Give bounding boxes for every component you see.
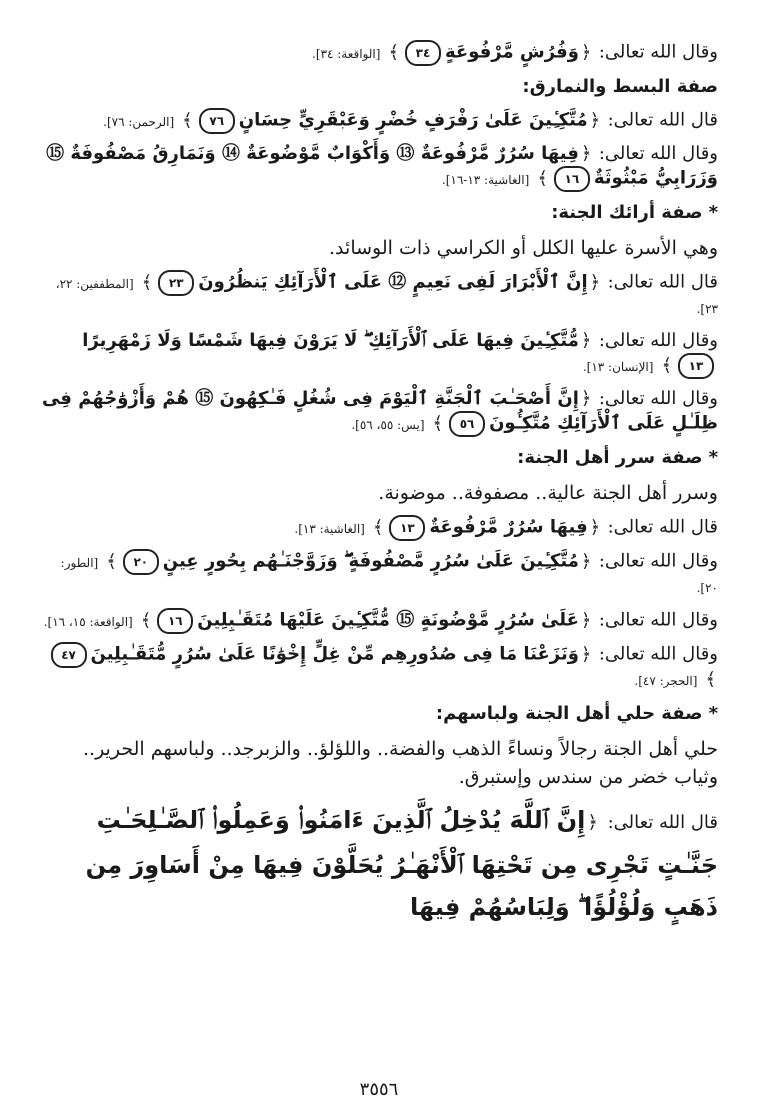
ornate-bracket-open: ﴿: [580, 550, 592, 572]
heading-text: صفة البسط والنمارق:: [522, 76, 718, 97]
quran-verse: مُتَّكِـِٔينَ عَلَىٰ سُرُرٍ مَّصْفُوفَةٍ ۖ وَزَوَّجْنَـٰهُم بِحُورٍ عِينٍ: [162, 550, 579, 572]
verse-line: [40, 549, 718, 600]
section-heading: [40, 200, 718, 226]
ornate-bracket-close: ﴾: [141, 271, 153, 293]
ayah-number-badge: ١٣: [678, 353, 714, 379]
ornate-bracket-close: ﴾: [705, 669, 716, 690]
surah-reference: [الإنسان: ١٣].: [582, 359, 654, 374]
ornate-bracket-close: ﴾: [432, 412, 444, 434]
verse-intro: وقال الله تعالى:: [598, 550, 718, 572]
surah-reference: [المطففين: ٢٢، ٢٣].: [55, 276, 718, 316]
ornate-bracket-close: ﴾: [182, 109, 193, 131]
ayah-number-badge: ٥٦: [449, 411, 485, 437]
quran-verse: إِنَّ ٱلْأَبْرَارَ لَفِى نَعِيمٍ ⑫ عَلَى ٱلْأَرَآئِكِ يَنظُرُونَ: [198, 271, 588, 293]
quran-verse: مُتَّكِـِٔينَ عَلَىٰ رَفْرَفٍ خُضْرٍ وَعَبْقَرِيٍّ حِسَانٍ: [238, 109, 588, 131]
surah-reference: [يس: ٥٥، ٥٦].: [351, 417, 425, 432]
verse-intro: وقال الله تعالى:: [598, 609, 718, 631]
ornate-bracket-open: ﴿: [580, 388, 592, 409]
book-page: [40, 40, 718, 1048]
ornate-bracket-open: ﴿: [589, 516, 601, 538]
verse-intro: قال الله تعالى:: [607, 109, 718, 131]
ayah-number-badge: ٣٤: [405, 40, 441, 66]
ayah-number-badge: ١٦: [157, 608, 193, 634]
verse-line: [40, 40, 718, 66]
page-number: ٣٥٥٦: [359, 1079, 399, 1100]
ornate-bracket-open: ﴿: [580, 330, 592, 351]
verse-line: [40, 642, 718, 693]
quran-verse: وَنَزَعْنَا مَا فِى صُدُورِهِم مِّنْ غِلٍّ إِخْوَٰنًا عَلَىٰ سُرُرٍ مُّتَقَـٰبِلِينَ: [90, 643, 579, 665]
ayah-number-badge: ١٦: [554, 166, 590, 192]
ornate-bracket-close: ﴾: [140, 609, 152, 631]
ornate-bracket-open: ﴿: [589, 109, 601, 131]
verse-intro: وقال الله تعالى:: [598, 643, 718, 665]
surah-reference: [الغاشية: ١٣].: [294, 521, 365, 536]
section-heading: [40, 74, 718, 100]
verse-line: [40, 515, 718, 541]
ornate-bracket-close: ﴾: [388, 41, 399, 63]
verse-line: [40, 387, 718, 437]
verse-intro: قال الله تعالى:: [607, 271, 718, 293]
section-heading: [40, 701, 718, 727]
quran-verse: مُّتَّكِـِٔينَ فِيهَا عَلَى ٱلْأَرَآئِكِ ۖ لَا يَرَوْنَ فِيهَا شَمْسًا وَلَا زَمْهَرِيرًا: [82, 330, 579, 351]
verse-intro: وقال الله تعالى:: [598, 41, 718, 63]
heading-text: صفة سرر أهل الجنة:: [517, 447, 703, 468]
ornate-bracket-close: ﴾: [372, 516, 384, 538]
ornate-bracket-open: ﴿: [580, 609, 592, 631]
heading-star: *: [708, 447, 718, 468]
verse-line: [40, 799, 718, 928]
surah-reference: [الواقعة: ١٥، ١٦].: [43, 614, 133, 629]
ayah-number-badge: ٢٠: [123, 549, 159, 575]
surah-reference: [الرحمن: ٧٦].: [103, 114, 175, 129]
surah-reference: [الغاشية: ١٣-١٦].: [441, 172, 530, 187]
ayah-number-badge: ٧٦: [199, 108, 235, 134]
heading-star: *: [708, 703, 718, 724]
verse-line: [40, 608, 718, 634]
verse-line: [40, 108, 718, 134]
paragraph: وهي الأسرة عليها الكلل أو الكراسي ذات الوسائد.: [329, 237, 718, 259]
ayah-number-badge: ٢٣: [158, 270, 194, 296]
verse-line: [40, 270, 718, 321]
section-heading: [40, 445, 718, 471]
ornate-bracket-close: ﴾: [537, 167, 548, 189]
verse-intro: وقال الله تعالى:: [598, 143, 718, 164]
ornate-bracket-close: ﴾: [661, 354, 672, 376]
surah-reference: [الحجر: ٤٧].: [634, 674, 698, 688]
verse-line: [40, 329, 718, 379]
ornate-bracket-close: ﴾: [106, 550, 117, 572]
verse-line: [40, 142, 718, 192]
quran-verse: إِنَّ ٱللَّهَ يُدْخِلُ ٱلَّذِينَ ءَامَنُوا۟ وَعَمِلُوا۟ ٱلصَّـٰلِحَـٰتِ جَنَّـٰتٍ تَجْرِى مِن تَحْتِهَا ٱلْأَنْهَـٰرُ يُحَلَّوْنَ فِيهَا مِنْ أَسَاوِرَ مِن ذَهَبٍ وَلُؤْلُؤًا ۖ وَلِبَاسُهُمْ فِيهَا: [85, 806, 718, 921]
ayah-number-badge: ١٣: [389, 515, 425, 541]
ayah-number-badge: ٤٧: [51, 642, 87, 668]
quran-verse: عَلَىٰ سُرُرٍ مَّوْضُونَةٍ ⑮ مُّتَّكِـِٔينَ عَلَيْهَا مُتَقَـٰبِلِينَ: [197, 609, 579, 631]
paragraph: وسرر أهل الجنة عالية.. مصفوفة.. موضونة.: [378, 482, 718, 504]
surah-reference: [الواقعة: ٣٤].: [312, 46, 381, 61]
heading-text: صفة حلي أهل الجنة ولباسهم:: [435, 703, 703, 724]
paragraph: حلي أهل الجنة رجالاً ونساءً الذهب والفضة.. واللؤلؤ.. والزبرجد.. ولباسهم الحرير.. وثياب خضر من سندس وإستبرق.: [82, 738, 718, 788]
ornate-bracket-open: ﴿: [580, 643, 592, 665]
ornate-bracket-open: ﴿: [589, 271, 601, 293]
verse-intro: قال الله تعالى:: [607, 812, 718, 833]
quran-verse: فِيهَا سُرُرٌ مَّرْفُوعَةٌ: [429, 516, 588, 538]
quran-verse: وَفُرُشٍ مَّرْفُوعَةٍ: [445, 41, 579, 63]
surah-reference: [الطور: ٢٠].: [60, 555, 718, 595]
heading-star: *: [708, 202, 718, 223]
verse-intro: وقال الله تعالى:: [598, 330, 718, 351]
ornate-bracket-open: ﴿: [580, 143, 592, 164]
verse-intro: وقال الله تعالى:: [598, 388, 718, 409]
heading-text: صفة أرائك الجنة:: [551, 202, 703, 223]
ornate-bracket-open: ﴿: [587, 812, 598, 833]
quran-verse: فِيهَا سُرُرٌ مَّرْفُوعَةٌ ⑬ وَأَكْوَابٌ مَّوْضُوعَةٌ ⑭ وَنَمَارِقُ مَصْفُوفَةٌ ⑮ وَزَرَابِيُّ مَبْثُوثَةٌ: [46, 143, 718, 189]
ornate-bracket-open: ﴿: [580, 41, 592, 63]
verse-intro: قال الله تعالى:: [607, 516, 718, 538]
quran-verse: إِنَّ أَصْحَـٰبَ ٱلْجَنَّةِ ٱلْيَوْمَ فِى شُغُلٍ فَـٰكِهُونَ ⑮ هُمْ وَأَزْوَٰجُهُمْ فِى ظِلَـٰلٍ عَلَى ٱلْأَرَآئِكِ مُتَّكِـُٔونَ: [41, 388, 718, 434]
